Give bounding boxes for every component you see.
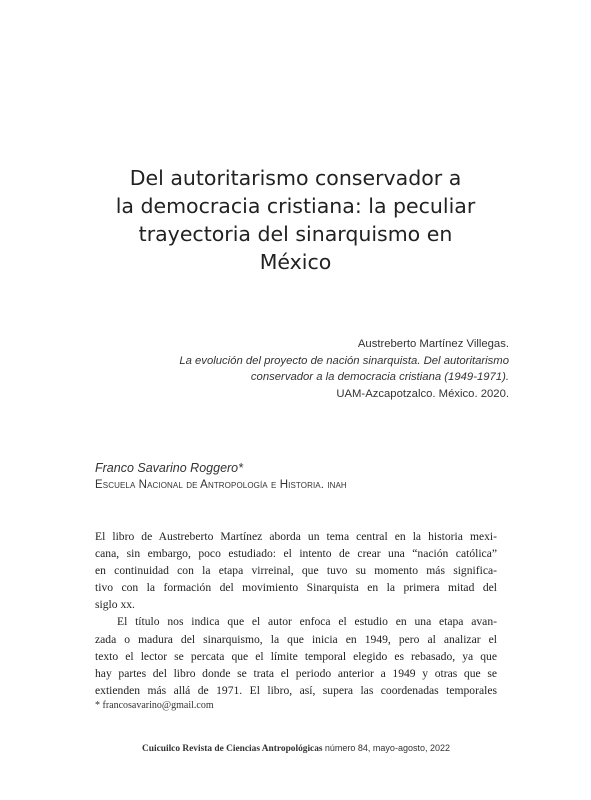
body-line: extienden más allá de 1971. El libro, así, supera las coordenadas temporales	[95, 683, 497, 697]
body-text	[95, 528, 497, 699]
article-title	[60, 164, 531, 276]
title-line: la democracia cristiana: la peculiar	[115, 193, 476, 218]
review-author-name: Franco Savarino Roggero*	[95, 461, 243, 475]
reviewed-publisher: UAM-Azcapotzalco. México. 2020.	[336, 387, 509, 400]
body-line: zada o madura del sinarquismo, la que inicia en 1949, pero al analizar el	[95, 632, 497, 646]
body-line: cana, sin embargo, poco estudiado: el intento de crear una “nación católica”	[95, 547, 497, 561]
page-footer	[142, 743, 452, 754]
reviewed-work-citation	[89, 336, 509, 402]
journal-issue: número 84, mayo-agosto, 2022	[324, 743, 450, 753]
body-line: texto el lector se percata que el límite temporal elegido es rebasado, ya que	[95, 649, 497, 663]
review-author-institution: Escuela Nacional de Antropología e Historia. inah	[95, 479, 347, 491]
review-author-block	[95, 460, 515, 493]
body-line: siglo xx.	[95, 598, 135, 612]
reviewed-title-line-2: conservador a la democracia cristiana (1949-1971).	[250, 371, 509, 384]
title-line: Del autoritarismo conservador a	[129, 165, 462, 190]
journal-name: Cuicuilco Revista de Ciencias Antropológicas	[142, 744, 323, 754]
body-line: El libro de Austreberto Martínez aborda un tema central en la historia mexi-	[95, 530, 497, 543]
title-line: trayectoria del sinarquismo en	[138, 221, 453, 246]
body-line: tivo con la formación del movimiento Sinarquista en la primera mitad del	[95, 581, 497, 595]
body-line: El título nos indica que el autor enfoca el estudio en una etapa avan-	[117, 615, 497, 629]
reviewed-title-line-1: La evolución del proyecto de nación sinarquista. Del autoritarismo	[179, 354, 509, 367]
footnote-email: * francosavarino@gmail.com	[95, 700, 214, 711]
reviewed-author: Austreberto Martínez Villegas.	[357, 338, 509, 350]
body-line: en continuidad con la etapa virreinal, que tuvo su momento más significa-	[95, 564, 497, 578]
body-line: hay partes del libro donde se trata el periodo anterior a 1949 y otras que se	[95, 666, 497, 680]
title-line: México	[259, 249, 332, 274]
